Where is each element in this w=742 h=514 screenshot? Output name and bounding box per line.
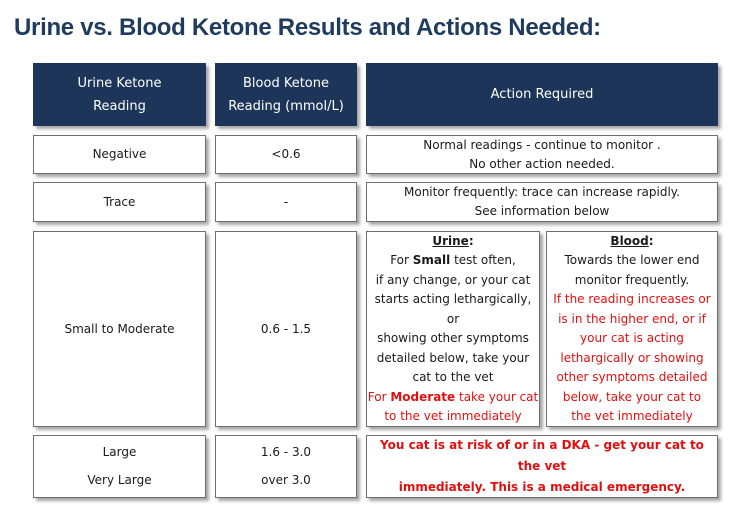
urine-action-line1-bold: Small [412,253,451,267]
blood-negative-text: <0.6 [271,147,301,161]
cell-action-trace [366,182,718,222]
cell-urine-large [33,435,206,498]
cell-action-negative [366,135,718,174]
blood-action-red-line6: below, take your cat to [562,389,702,404]
urine-action-red-post: take your cat [455,389,539,404]
header-blood-line2: Reading (mmol/L) [228,98,344,114]
cell-blood-negative [215,135,357,174]
urine-small-moderate-text: Small to Moderate [64,321,175,336]
blood-action-red-line1: If the reading increases or [553,292,711,306]
blood-action-heading [610,232,653,252]
urine-action-line1-post: test often, [450,253,516,267]
urine-action-heading [432,232,473,252]
urine-action-heading-text: Urine [432,233,469,248]
blood-small-moderate-text: 0.6 - 1.5 [260,321,312,336]
header-blood-ketone [215,63,357,126]
blood-action-red-line2: is in the higher end, or if [558,311,706,326]
urine-action-line6: cat to the vet [412,370,494,384]
blood-action-line1: Towards the lower end [564,253,700,267]
cell-action-blood [546,231,718,427]
header-action-required [366,63,718,126]
action-large-line2: immediately. This is a medical emergency. [398,480,686,494]
urine-large-text: Large [102,445,137,459]
urine-negative-text: Negative [92,147,147,161]
blood-action-line2: monitor frequently. [574,272,690,287]
urine-action-moderate-last: to the vet immediately [384,409,522,423]
blood-action-heading-text: Blood [610,233,649,248]
urine-trace-text: Trace [103,194,136,209]
cell-blood-small-moderate [215,231,357,427]
blood-very-large-text: over 3.0 [261,473,311,487]
urine-action-line5: detailed below, take your [376,350,530,365]
urine-very-large-text: Very Large [87,473,152,487]
header-action-label: Action Required [490,87,594,102]
cell-blood-trace [215,182,357,222]
header-urine-line1: Urine Ketone [77,75,162,91]
action-large-line1: You cat is at risk of or in a DKA - get your cat to the vet [380,438,704,473]
page-title: Urine vs. Blood Ketone Results and Actions Needed: [14,14,601,41]
action-negative-line2: No other action needed. [469,156,615,171]
cell-urine-trace [33,182,206,222]
urine-action-red-bold: Moderate [390,389,456,404]
cell-action-large [366,435,718,498]
action-trace-line1: Monitor frequently: trace can increase rapidly. [404,185,680,199]
cell-action-urine [366,231,540,427]
urine-action-line1 [390,251,516,271]
urine-action-line1-pre: For [390,253,413,267]
urine-action-line4: showing other symptoms [377,331,529,345]
header-blood-line1: Blood Ketone [243,75,329,91]
blood-action-red-line4: lethargically or showing [560,350,704,365]
urine-action-heading-colon: : [468,233,474,248]
urine-action-line2: if any change, or your cat [375,272,531,287]
blood-action-red-line5: other symptoms detailed [556,370,708,384]
blood-large-text: 1.6 - 3.0 [260,445,312,459]
header-urine-ketone [33,63,206,126]
cell-blood-large [215,435,357,498]
urine-action-red-pre: For [367,389,391,404]
action-trace-line2: See information below [474,204,610,218]
blood-trace-text: - [283,194,289,209]
urine-action-moderate-line [368,388,538,408]
action-negative-line1: Normal readings - continue to monitor . [423,137,661,152]
blood-action-red-line3: your cat is acting [580,331,684,345]
blood-action-heading-colon: : [648,233,654,248]
cell-urine-negative [33,135,206,174]
urine-action-line3: starts acting lethargically, or [374,292,532,326]
blood-action-red-line7: the vet immediately [571,409,693,423]
header-urine-line2: Reading [93,98,146,114]
cell-urine-small-moderate [33,231,206,427]
